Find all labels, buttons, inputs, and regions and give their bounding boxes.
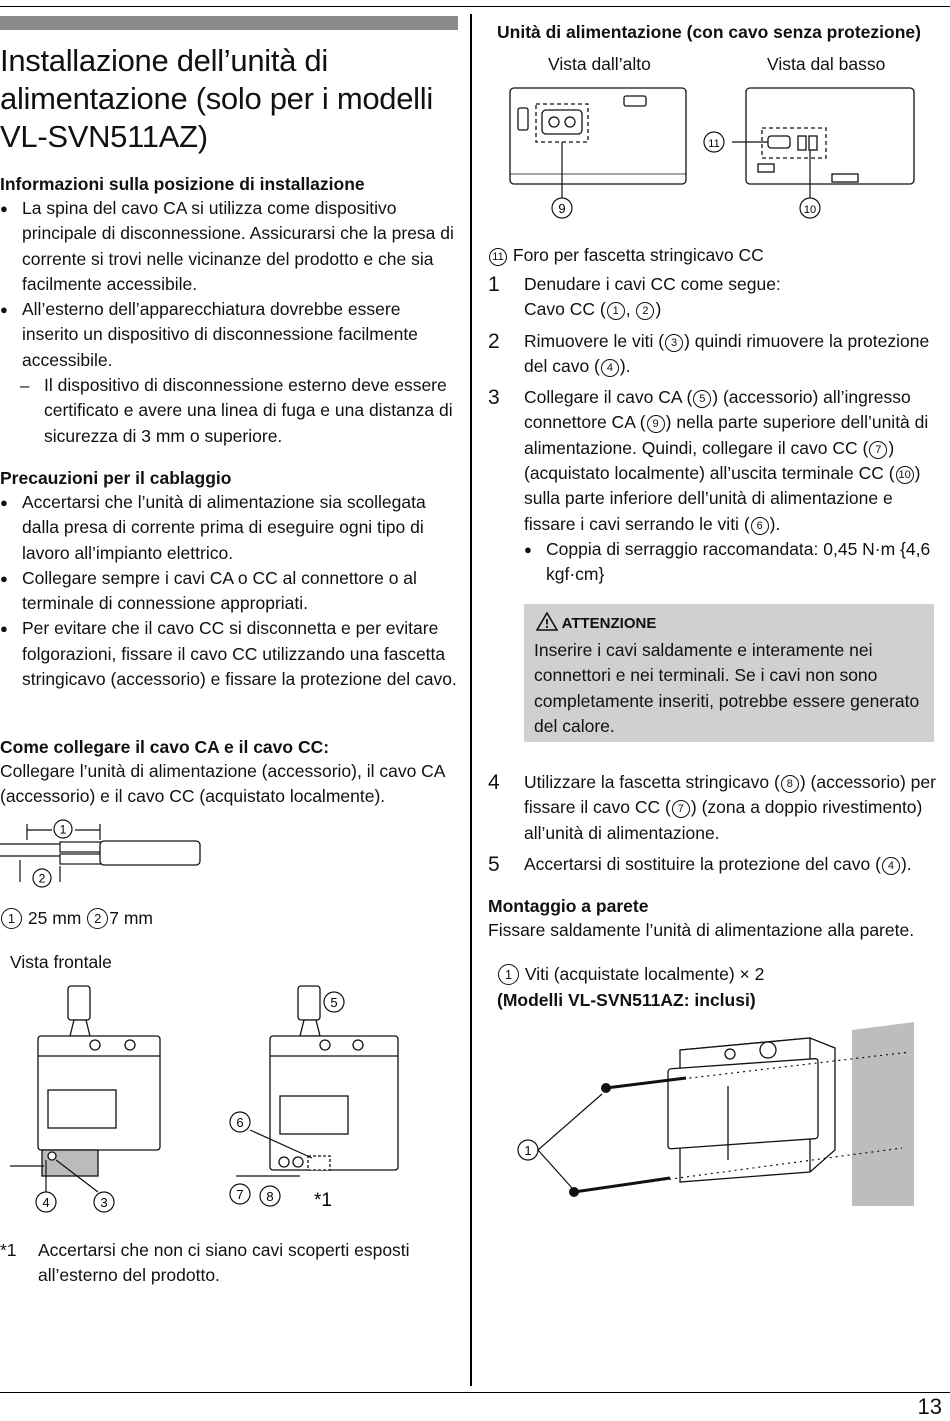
- step-4-text-b: (accessorio) per fissare il cavo CC: [524, 772, 936, 818]
- howto-heading: Come collegare il cavo CA e il cavo CC:: [0, 737, 330, 757]
- wiring-bullet-3: ● Per evitare che il cavo CC si disconnetta e per evitare folgorazioni, fissare il cavo CC utilizzando una fascetta stringicavo (accessorio) e fissare la protezione del cavo.: [0, 616, 458, 692]
- unit-heading: Unità di alimentazione (con cavo senza protezione): [497, 22, 921, 42]
- cable-strip-diagram: [0, 816, 215, 892]
- howto-section: [0, 735, 458, 810]
- warning-triangle-icon: [536, 612, 558, 631]
- position-bullet-1: ● La spina del cavo CA si utilizza come dispositivo principale di disconnessione. Assicurarsi che la presa di corrente si trovi nelle vicinanze del prodotto e che sia facilmente accessibile.: [0, 196, 458, 297]
- step-1: 1 Denudare i cavi CC come segue: Cavo CC ( 1 , 2 ): [488, 273, 781, 320]
- front-view-diagram: [0, 980, 460, 1220]
- svg-text:1: 1: [59, 822, 67, 837]
- front-view-label: Vista frontale: [10, 952, 112, 972]
- wall-section: [488, 894, 938, 943]
- svg-text:2: 2: [38, 871, 46, 886]
- unit-views-diagram: [496, 80, 936, 230]
- top-view-label: Vista dall’alto: [548, 54, 651, 74]
- steps-4-5: [488, 770, 938, 877]
- step-2-text-a: Rimuovere le viti: [524, 330, 654, 351]
- svg-text:1: 1: [524, 1143, 532, 1158]
- page-number: 13: [917, 1394, 942, 1419]
- step-3-text-d: (acquistato localmente) all’uscita terminale CC: [524, 463, 884, 484]
- note-mark-label: *1: [314, 1190, 332, 1211]
- step-3-text-c: nella parte superiore dell’unità di alimentazione. Quindi, collegare il cavo CC: [524, 412, 929, 458]
- legend-11-text: Foro per fascetta stringicavo CC: [512, 245, 764, 265]
- steps-1-3: [488, 272, 938, 588]
- svg-text:11: 11: [708, 138, 720, 150]
- wall-panel: [852, 1022, 914, 1206]
- warning-box: [524, 604, 934, 742]
- svg-text:9: 9: [558, 201, 566, 216]
- wall-included: (Modelli VL-SVN511AZ: inclusi): [497, 990, 756, 1010]
- position-dash-1: – Il dispositivo di disconnessione esterno deve essere certificato e avere una linea di fuga e una distanza di sicurezza di 3 mm o superiore.: [0, 373, 458, 449]
- footnote-text: Accertarsi che non ci siano cavi scoperti esposti all’esterno del prodotto.: [38, 1240, 410, 1286]
- step-3-text-e: sulla parte inferiore dell’unità di alimentazione e fissare i cavi serrando le viti: [524, 488, 893, 534]
- top-rule: [0, 6, 950, 7]
- column-divider: [470, 14, 472, 1386]
- svg-text:10: 10: [803, 204, 817, 216]
- step-5: 5 Accertarsi di sostituire la protezione del cavo ( 4 ).: [488, 852, 912, 876]
- wiring-bullet-2: ● Collegare sempre i cavi CA o CC al connettore o al terminale di connessione appropriati.: [0, 566, 458, 617]
- warning-header: [536, 612, 656, 632]
- svg-text:6: 6: [236, 1115, 244, 1130]
- legend-11: 11 Foro per fascetta stringicavo CC: [488, 243, 764, 268]
- warning-text: Inserire i cavi saldamente e interamente nei connettori e nei terminali. Se i cavi non sono completamente inseriti, potrebbe essere generato del calore.: [534, 640, 920, 736]
- svg-text:7: 7: [236, 1187, 244, 1202]
- strip-length-1: 25 mm: [27, 908, 82, 928]
- page-title: Installazione dell’unità di alimentazione (solo per i modelli VL-SVN511AZ): [0, 43, 433, 154]
- unit-front-2: [236, 986, 398, 1176]
- svg-text:5: 5: [330, 995, 338, 1010]
- wall-mount-diagram: [510, 1020, 920, 1210]
- step-2: 2 Rimuovere le viti ( 3 ) quindi rimuovere la protezione del cavo ( 4 ).: [488, 329, 930, 376]
- step-4-text-c: (zona a doppio rivestimento) all’unità di alimentazione.: [524, 797, 923, 843]
- footnote: [0, 1238, 440, 1289]
- unit-front-1: [10, 986, 160, 1176]
- warning-title: ATTENZIONE: [561, 615, 657, 632]
- bottom-view-label: Vista dal basso: [767, 54, 886, 74]
- strip-lengths: 1 25 mm 2 7 mm: [0, 906, 153, 931]
- step-2-text-b: quindi rimuovere la protezione del cavo: [524, 330, 930, 376]
- step-4-text-a: Utilizzare la fascetta stringicavo: [524, 772, 770, 792]
- step-5-text: Accertarsi di sostituire la protezione del cavo: [524, 853, 871, 874]
- step-3-text-b: (accessorio) all’ingresso connettore CA: [524, 387, 911, 433]
- step-1-text-a: Denudare i cavi CC come segue:: [524, 274, 781, 294]
- step-3-bullet: ● Coppia di serraggio raccomandata: 0,45 N·m {4,6 kgf·cm}: [524, 537, 938, 588]
- footnote-mark: *1: [0, 1240, 17, 1260]
- wiring-section: [0, 466, 458, 692]
- wall-heading: Montaggio a parete: [488, 896, 649, 916]
- step-3-text-a: Collegare il cavo CA: [524, 387, 682, 408]
- wall-screws: 1 Viti (acquistate localmente) × 2: [497, 962, 764, 987]
- step-1-text-b: Cavo CC: [524, 299, 595, 320]
- wiring-bullet-1: ● Accertarsi che l’unità di alimentazione sia scollegata dalla presa di corrente prima di eseguire ogni tipo di lavoro all’impianto elettrico.: [0, 490, 458, 566]
- svg-text:8: 8: [266, 1189, 274, 1204]
- wall-screws-text: Viti (acquistate localmente): [524, 964, 735, 984]
- step-4: 4 Utilizzare la fascetta stringicavo ( 8 ) (accessorio) per fissare il cavo CC ( 7 ) (zona a doppio rivestimento) all’unità di alimentazione.: [488, 771, 936, 843]
- wall-screws-qty: 2: [754, 964, 765, 984]
- step-3: 3 Collegare il cavo CA ( 5 ) (accessorio) all’ingresso connettore CA ( 9 ) nella parte superiore dell’unità di alimentazione. Quindi, collegare il cavo CC ( 7 ) (acquistato localmente) all’uscita terminale CC ( 10 ) sulla parte inferiore dell’unità di alimentazione e fissare i cavi serrando le viti ( 6 ). ● Coppia di serraggio raccomandata: 0,45 N·m {4,6 kgf·cm}: [488, 385, 938, 587]
- position-bullet-2: ● All’esterno dell’apparecchiatura dovrebbe essere inserito un dispositivo di disconnessione facilmente accessibile.: [0, 297, 458, 373]
- howto-text: Collegare l’unità di alimentazione (accessorio), il cavo CA (accessorio) e il cavo CC (acquistato localmente).: [0, 761, 445, 807]
- svg-text:4: 4: [42, 1195, 50, 1210]
- section-bar: [0, 16, 458, 30]
- svg-text:3: 3: [100, 1195, 108, 1210]
- position-heading: Informazioni sulla posizione di installazione: [0, 174, 365, 194]
- strip-length-2: 7 mm: [109, 908, 153, 928]
- position-section: [0, 172, 458, 449]
- unit-wall: [668, 1038, 835, 1182]
- bottom-rule: [0, 1392, 950, 1393]
- wall-text: Fissare saldamente l’unità di alimentazione alla parete.: [488, 920, 915, 940]
- wiring-heading: Precauzioni per il cablaggio: [0, 468, 232, 488]
